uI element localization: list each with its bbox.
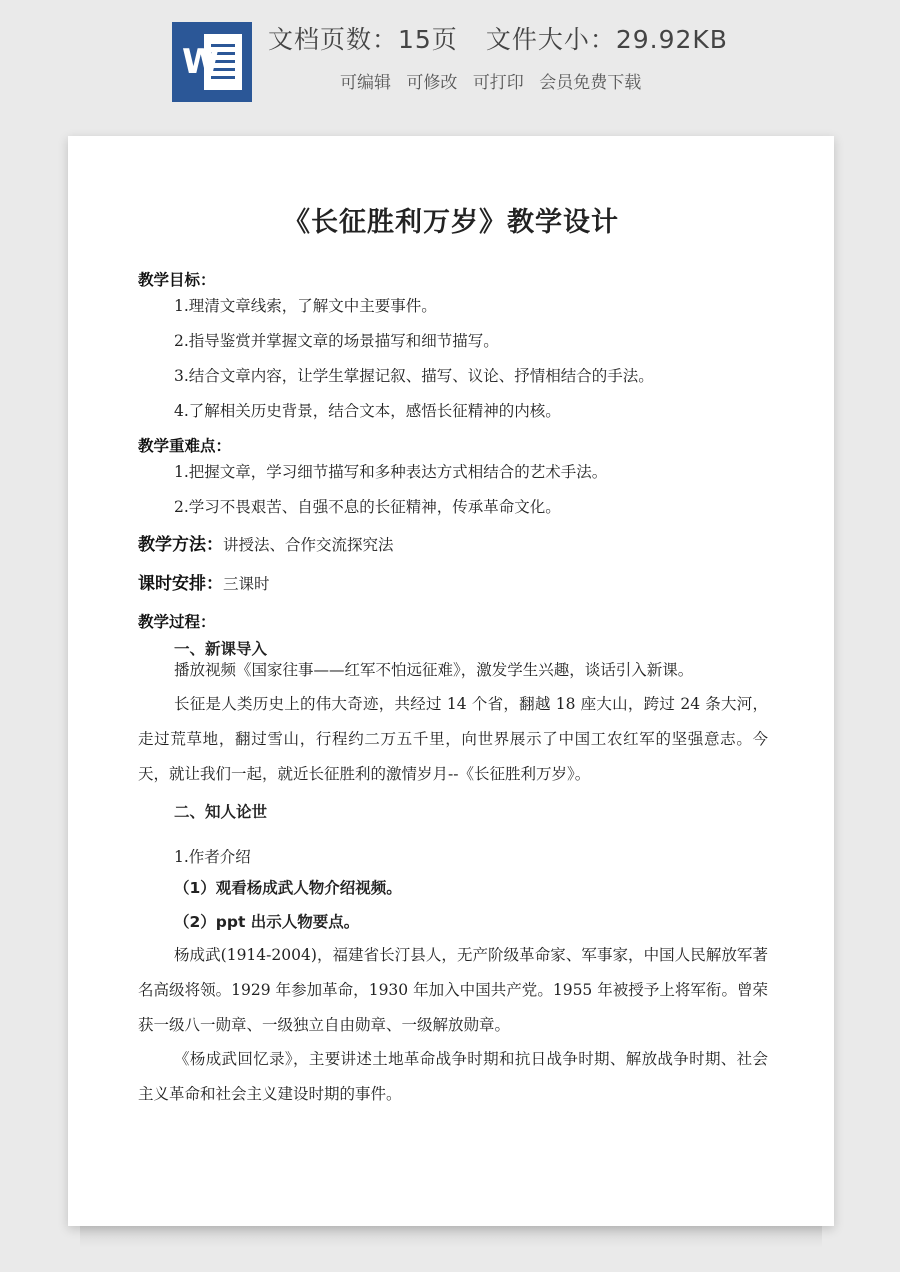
feature-list [340,68,651,93]
feature-editable: 可编辑 [340,73,391,93]
feature-printable: 可打印 [472,73,524,93]
method-line [138,530,394,555]
keypoint-item: 1.把握文章，学习细节描写和多种表达方式相结合的艺术手法。 [174,463,608,481]
process-heading: 教学过程： [138,613,216,631]
goal-item: 2.指导鉴赏并掌握文章的场景描写和细节描写。 [174,332,499,350]
keypoints-heading: 教学重难点： [138,437,232,455]
document-page [68,136,834,1226]
feature-modifiable: 可修改 [406,73,458,93]
word-doc-icon [172,22,252,102]
memoir-paragraph: 《杨成武回忆录》，主要讲述土地革命战争时期和抗日战争时期、解放战争时期、社会主义革命和社会主义建设时期的事件。 [138,1050,768,1103]
method-value: 讲授法、合作交流探究法 [223,536,394,554]
feature-free-download: 会员免费下载 [539,73,642,93]
schedule-line [138,569,270,594]
document-title: 《长征胜利万岁》教学设计 [283,207,619,238]
goal-item: 1.理清文章线索，了解文中主要事件。 [174,297,437,315]
goal-item: 4.了解相关历史背景，结合文本，感悟长征精神的内核。 [174,402,561,420]
section1-paragraph-1: 播放视频《国家往事——红军不怕远征难》，激发学生兴趣，谈话引入新课。 [174,661,694,679]
schedule-value: 三课时 [223,575,270,593]
goal-item: 3.结合文章内容，让学生掌握记叙、描写、议论、抒情相结合的手法。 [174,367,654,385]
keypoint-item: 2.学习不畏艰苦、自强不息的长征精神，传承革命文化。 [174,498,561,516]
method-heading: 教学方法： [138,535,223,555]
step-2: （2）ppt 出示人物要点。 [174,913,360,931]
section1-paragraph-2: 长征是人类历史上的伟大奇迹，共经过 14 个省，翻越 18 座大山，跨过 24 条大河，走过荒草地，翻过雪山，行程约二万五千里，向世界展示了中国工农红军的坚强意志。今天，就让我们一起，就近长征胜利的激情岁月--《长征胜利万岁》。 [138,695,768,783]
file-size: 文件大小：29.92KB [485,25,728,54]
author-intro: 1.作者介绍 [174,848,251,866]
section2-heading: 二、知人论世 [174,803,268,821]
author-bio: 杨成武(1914-2004)，福建省长汀县人，无产阶级革命家、军事家，中国人民解放军著名高级将领。1929 年参加革命，1930 年加入中国共产党。1955 年被授予上将军衔。曾荣获一级八一勋章、一级独立自由勋章、一级解放勋章。 [138,946,768,1034]
page-count: 文档页数：15页 [268,25,458,54]
schedule-heading: 课时安排： [138,574,223,594]
paper-shadow [80,1226,822,1248]
step-1: （1）观看杨成武人物介绍视频。 [174,879,402,897]
goals-heading: 教学目标： [138,271,216,289]
section1-heading: 一、新课导入 [174,640,268,658]
word-letter: W [182,42,220,82]
file-info [268,20,728,56]
